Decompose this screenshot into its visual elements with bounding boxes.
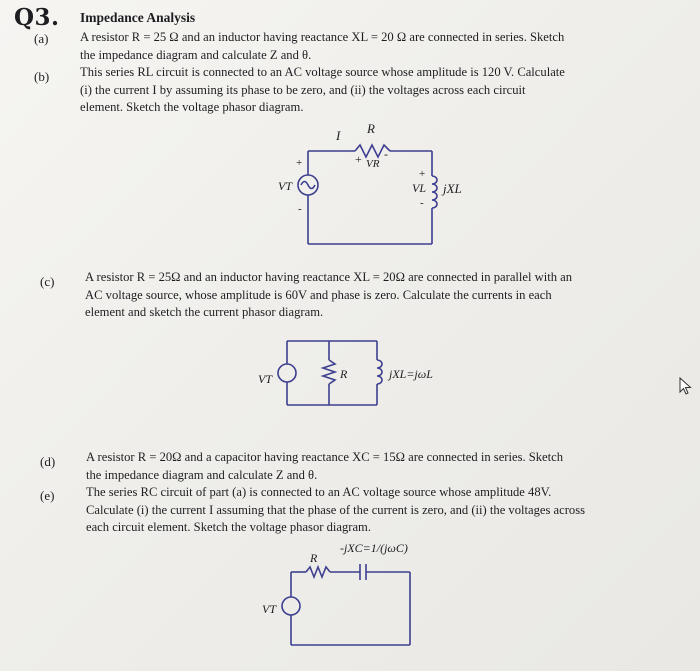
vl-label: VL <box>412 181 427 195</box>
part-b-text <box>80 64 565 117</box>
part-d-label: (d) <box>40 454 56 469</box>
sine-icon <box>301 182 315 189</box>
resistor-symbol <box>323 360 335 384</box>
ac-source-symbol <box>278 364 296 382</box>
part-a-text <box>80 29 564 64</box>
resistor-symbol <box>355 145 390 157</box>
cursor-icon <box>680 378 691 394</box>
plus-sign: + <box>419 168 426 180</box>
part-a-line: A resistor R = 25 Ω and an inductor having reactance XL = 20 Ω are connected in series. Sketch <box>80 30 565 44</box>
plus-sign: + <box>296 157 303 169</box>
minus-sign: - <box>420 197 424 209</box>
part-c-line: element and sketch the current phasor diagram. <box>85 305 324 319</box>
part-b-label: (b) <box>34 69 50 84</box>
vt-label: VT <box>278 179 293 193</box>
part-b-line: This series RL circuit is connected to an AC voltage source whose amplitude is 120 V. Calculate <box>80 65 565 79</box>
capacitor-label: -jXC=1/(jωC) <box>340 541 408 555</box>
part-b-line: (i) the current I by assuming its phase to be zero, and (ii) the voltages across each circuit <box>80 82 526 97</box>
ac-source-symbol <box>298 175 318 195</box>
resistor-symbol <box>306 567 330 577</box>
circuit-series-rl <box>298 145 437 244</box>
circuit-parallel-rl <box>278 341 382 405</box>
minus-sign: - <box>384 147 388 161</box>
part-c-line: A resistor R = 25Ω and an inductor having reactance XL = 20Ω are connected in parallel with an <box>85 270 573 284</box>
inductor-symbol <box>432 176 437 208</box>
part-d-line: the impedance diagram and calculate Z and θ. <box>86 467 318 482</box>
part-d-line: A resistor R = 20Ω and a capacitor having reactance XC = 15Ω are connected in series. Sketch <box>86 450 564 464</box>
circuit-series-rc <box>282 564 410 645</box>
jxl-label: jXL <box>443 181 462 196</box>
part-e-line: each circuit element. Sketch the voltage phasor diagram. <box>86 520 371 534</box>
vr-label: VR <box>366 158 380 170</box>
ac-source-symbol <box>282 597 300 615</box>
part-e-line: The series RC circuit of part (a) is connected to an AC voltage source whose amplitude 48V. <box>86 485 552 499</box>
question-title: Impedance Analysis <box>80 10 196 25</box>
resistor-label: R <box>310 551 318 565</box>
part-a-label: (a) <box>34 31 49 46</box>
part-d-text <box>86 449 563 484</box>
part-c-line: AC voltage source, whose amplitude is 60V and phase is zero. Calculate the currents in each <box>85 287 552 302</box>
inductor-label: jXL=jωL <box>389 367 433 381</box>
part-e-label: (e) <box>40 488 55 503</box>
question-number: Q3. <box>14 4 60 31</box>
vt-label: VT <box>258 372 273 386</box>
part-b-line: element. Sketch the voltage phasor diagram. <box>80 100 304 114</box>
inductor-symbol <box>377 360 382 384</box>
part-e-line: Calculate (i) the current I assuming that the phase of the current is zero, and (ii) the voltages across <box>86 502 586 517</box>
vt-label: VT <box>262 602 277 616</box>
current-label: I <box>336 128 341 143</box>
part-c-text <box>85 269 572 322</box>
resistor-label: R <box>340 367 348 381</box>
minus-sign: - <box>298 203 302 215</box>
part-c-label: (c) <box>40 274 55 289</box>
part-e-text <box>86 484 585 537</box>
plus-sign: + <box>355 152 362 166</box>
resistor-label: R <box>367 121 375 136</box>
part-a-line: the impedance diagram and calculate Z and θ. <box>80 47 312 62</box>
